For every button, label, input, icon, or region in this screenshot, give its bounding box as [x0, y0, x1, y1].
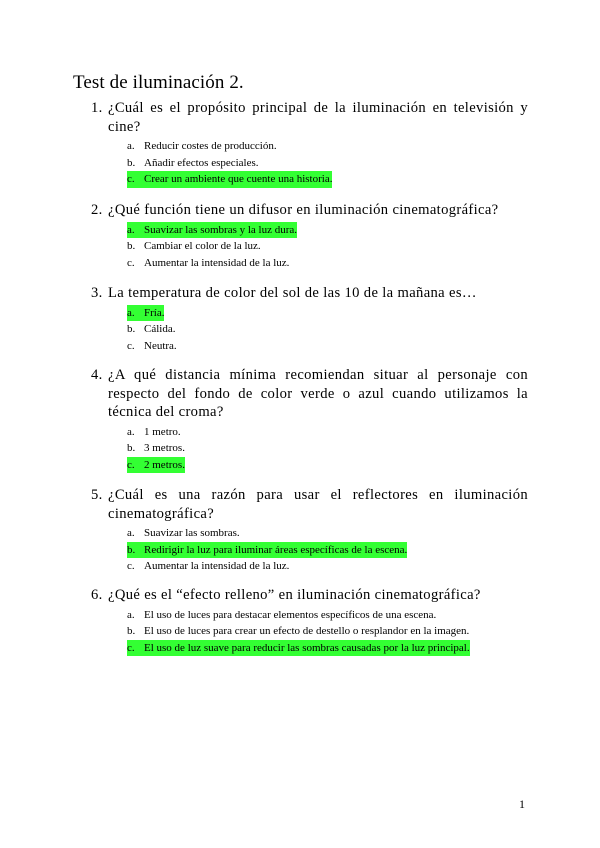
option-text: 3 metros.: [144, 442, 185, 454]
option-b: [127, 542, 528, 559]
option-text-correct: El uso de luz suave para reducir las sombras causadas por la luz principal.: [144, 640, 470, 657]
option-letter: a.: [127, 222, 144, 239]
question-number: 6.: [91, 587, 103, 603]
page-number: 1: [519, 797, 525, 811]
option-a: [127, 424, 528, 441]
question-text: ¿Cuál es el propósito principal de la iluminación en televisión y cine?: [108, 100, 528, 135]
option-c: [127, 338, 528, 355]
option-letter: b.: [127, 542, 144, 559]
question-number: 4.: [91, 367, 103, 383]
option-text: Cálida.: [144, 323, 176, 335]
question-number: 5.: [91, 487, 103, 503]
option-a: [127, 607, 528, 624]
options-list: [91, 424, 528, 474]
question-text: ¿Cuál es una razón para usar el reflectores en iluminación cinematográfica?: [108, 487, 528, 522]
option-letter: b.: [127, 156, 136, 169]
option-text-correct: 2 metros.: [144, 457, 185, 474]
option-letter: b.: [127, 442, 136, 454]
question-6: [91, 586, 528, 656]
option-text: El uso de luces para crear un efecto de destello o resplandor en la imagen.: [144, 625, 470, 637]
option-b: [127, 321, 528, 338]
option-c: [127, 171, 528, 188]
option-c: [127, 457, 528, 474]
question-text: ¿Qué función tiene un difusor en iluminación cinematográfica?: [108, 202, 499, 218]
option-text: Suavizar las sombras.: [144, 527, 240, 539]
option-letter: b.: [127, 323, 136, 335]
option-letter: a.: [127, 305, 144, 322]
question-number: 3.: [91, 285, 103, 301]
option-b: [127, 623, 528, 640]
option-text: Neutra.: [144, 339, 177, 352]
question-text: ¿Qué es el “efecto relleno” en iluminación cinematográfica?: [108, 587, 481, 603]
option-c: [127, 640, 528, 657]
options-list: [91, 607, 528, 657]
option-letter: b.: [127, 240, 136, 252]
options-list: [91, 138, 528, 188]
question-number: 2.: [91, 202, 103, 218]
option-letter: c.: [127, 640, 144, 657]
option-a: [127, 305, 528, 322]
option-a: [127, 222, 528, 239]
question-text: ¿A qué distancia mínima recomiendan situar al personaje con respecto del fondo de color verde o azul cuando utilizamos la técnica del croma?: [108, 367, 528, 420]
option-text-correct: Fría.: [144, 305, 164, 322]
option-c: [127, 255, 528, 272]
option-letter: a.: [127, 140, 135, 152]
option-letter: c.: [127, 256, 135, 269]
option-letter: b.: [127, 625, 136, 637]
option-letter: c.: [127, 457, 144, 474]
option-letter: a.: [127, 425, 135, 438]
options-list: [91, 222, 528, 272]
option-letter: a.: [127, 527, 135, 539]
question-1: [91, 99, 528, 188]
question-2: [91, 201, 528, 271]
option-text: Añadir efectos especiales.: [144, 156, 259, 169]
option-text: El uso de luces para destacar elementos específicos de una escena.: [144, 608, 437, 621]
option-text: Aumentar la intensidad de la luz.: [144, 256, 290, 269]
option-letter: c.: [127, 171, 144, 188]
options-list: [91, 305, 528, 355]
question-4: [91, 366, 528, 473]
option-c: [127, 558, 528, 575]
option-letter: c.: [127, 339, 135, 352]
question-number: 1.: [91, 100, 103, 116]
option-letter: c.: [127, 560, 135, 572]
option-b: [127, 155, 528, 172]
options-list: [91, 525, 528, 575]
option-text: Reducir costes de producción.: [144, 140, 277, 152]
option-text: 1 metro.: [144, 425, 181, 438]
option-letter: a.: [127, 608, 135, 621]
question-text: La temperatura de color del sol de las 10 de la mañana es…: [108, 285, 477, 301]
question-3: [91, 284, 528, 354]
option-a: [127, 525, 528, 542]
question-5: [91, 486, 528, 575]
option-a: [127, 138, 528, 155]
document-title: Test de iluminación 2.: [73, 72, 244, 93]
option-b: [127, 440, 528, 457]
option-b: [127, 238, 528, 255]
option-text-correct: Redirigir la luz para iluminar áreas específicas de la escena.: [144, 542, 407, 559]
option-text-correct: Crear un ambiente que cuente una historia.: [144, 171, 332, 188]
option-text: Aumentar la intensidad de la luz.: [144, 560, 290, 572]
option-text: Cambiar el color de la luz.: [144, 240, 261, 252]
option-text-correct: Suavizar las sombras y la luz dura.: [144, 222, 297, 239]
